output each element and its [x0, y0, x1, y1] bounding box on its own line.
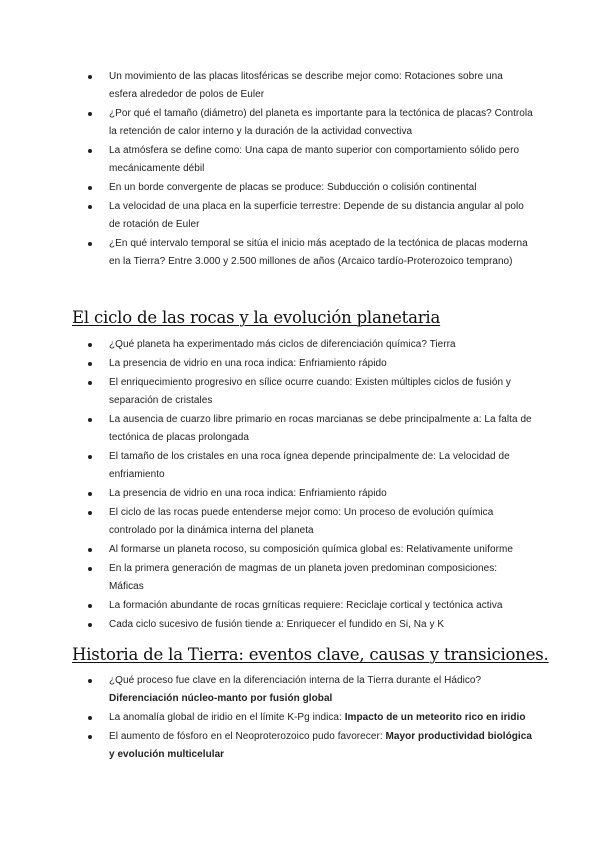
list-item	[88, 448, 533, 484]
bullet-icon	[88, 242, 92, 246]
bullet-icon	[88, 548, 92, 552]
bullet-icon	[88, 149, 92, 153]
list-item-text: El tamaño de los cristales en una roca ígnea depende principalmente de: La velocidad de enfriamiento	[109, 451, 510, 480]
list-item-text: La presencia de vidrio en una roca indica: Enfriamiento rápido	[109, 358, 387, 369]
bullet-icon	[88, 186, 92, 190]
bullet-icon	[88, 716, 92, 720]
list-item-question: El aumento de fósforo en el Neoproterozoico pudo favorecer:	[109, 731, 383, 742]
list-item-text: La formación abundante de rocas grníticas requiere: Reciclaje cortical y tectónica activa	[109, 600, 503, 611]
list-item	[88, 504, 533, 540]
list-item-question: ¿Qué proceso fue clave en la diferenciación interna de la Tierra durante el Hádico?	[109, 675, 482, 686]
list-item-text: En un borde convergente de placas se produce: Subducción o colisión continental	[109, 182, 477, 193]
list-item-text: Cada ciclo sucesivo de fusión tiende a: Enriquecer el fundido en Si, Na y K	[109, 619, 445, 630]
list-item-text: La ausencia de cuarzo libre primario en rocas marcianas se debe principalmente a: La falta de tectónica de placas prolongada	[109, 414, 532, 443]
bullet-icon	[88, 381, 92, 385]
list-item	[88, 336, 533, 354]
bullet-icon	[88, 623, 92, 627]
list-item-answer: Impacto de un meteorito rico en iridio	[344, 712, 526, 723]
bullet-icon	[88, 75, 92, 79]
list-item	[88, 355, 533, 373]
list-item	[88, 485, 533, 503]
list-item-text: ¿Por qué el tamaño (diámetro) del planeta es importante para la tectónica de placas? Controla la retención de calor interno y la duración de la actividad convectiva	[109, 108, 533, 137]
list-item	[88, 709, 533, 727]
list-item	[88, 616, 533, 634]
bullet-icon	[88, 735, 92, 739]
list-item-text: La presencia de vidrio en una roca indica: Enfriamiento rápido	[109, 488, 387, 499]
list-item-text: ¿Qué planeta ha experimentado más ciclos de diferenciación química? Tierra	[109, 339, 456, 350]
bullet-icon	[88, 205, 92, 209]
bullet-icon	[88, 362, 92, 366]
list-item-text: La velocidad de una placa en la superficie terrestre: Depende de su distancia angular al polo de rotación de Euler	[109, 201, 524, 230]
list-item-text: En la primera generación de magmas de un planeta joven predominan composiciones: Máficas	[109, 563, 498, 592]
section2-heading: El ciclo de las rocas y la evolución planetaria	[72, 308, 441, 327]
list-item-text: La atmósfera se define como: Una capa de manto superior con comportamiento sólido pero mecánicamente débil	[109, 145, 520, 174]
list-item	[88, 728, 533, 764]
section3-list	[88, 672, 533, 764]
list-item	[88, 374, 533, 410]
list-item	[88, 597, 533, 615]
bullet-icon	[88, 567, 92, 571]
list-item-text: Un movimiento de las placas litosféricas se describe mejor como: Rotaciones sobre una esfera alrededor de polos de Euler	[109, 71, 503, 100]
list-item	[88, 142, 533, 178]
list-item	[88, 541, 533, 559]
list-item	[88, 411, 533, 447]
list-item-text: ¿En qué intervalo temporal se sitúa el inicio más aceptado de la tectónica de placas moderna en la Tierra? Entre 3.000 y 2.500 millones de años (Arcaico tardío-Proterozoico temprano)	[109, 238, 528, 267]
list-item-answer: Mayor productividad biológica y evolución multicelular	[109, 731, 532, 760]
list-item-question: La anomalía global de iridio en el límite K-Pg indica:	[109, 712, 342, 723]
list-item	[88, 179, 533, 197]
bullet-icon	[88, 492, 92, 496]
list-item	[88, 105, 533, 141]
section1-list	[88, 68, 533, 271]
list-item-text: Al formarse un planeta rocoso, su composición química global es: Relativamente uniforme	[109, 544, 513, 555]
bullet-icon	[88, 343, 92, 347]
section2-list	[88, 336, 533, 634]
bullet-icon	[88, 418, 92, 422]
bullet-icon	[88, 112, 92, 116]
bullet-icon	[88, 455, 92, 459]
section3-heading: Historia de la Tierra: eventos clave, causas y transiciones.	[72, 645, 549, 664]
list-item	[88, 560, 533, 596]
bullet-icon	[88, 604, 92, 608]
list-item	[88, 672, 533, 708]
list-item-text: El enriquecimiento progresivo en sílice ocurre cuando: Existen múltiples ciclos de fusión y separación de cristales	[109, 377, 511, 406]
list-item-answer: Diferenciación núcleo-manto por fusión global	[109, 693, 333, 704]
list-item	[88, 198, 533, 234]
list-item-text: El ciclo de las rocas puede entenderse mejor como: Un proceso de evolución química controlado por la dinámica interna del planeta	[109, 507, 494, 536]
bullet-icon	[88, 511, 92, 515]
list-item	[88, 235, 533, 271]
list-item	[88, 68, 533, 104]
bullet-icon	[88, 679, 92, 683]
